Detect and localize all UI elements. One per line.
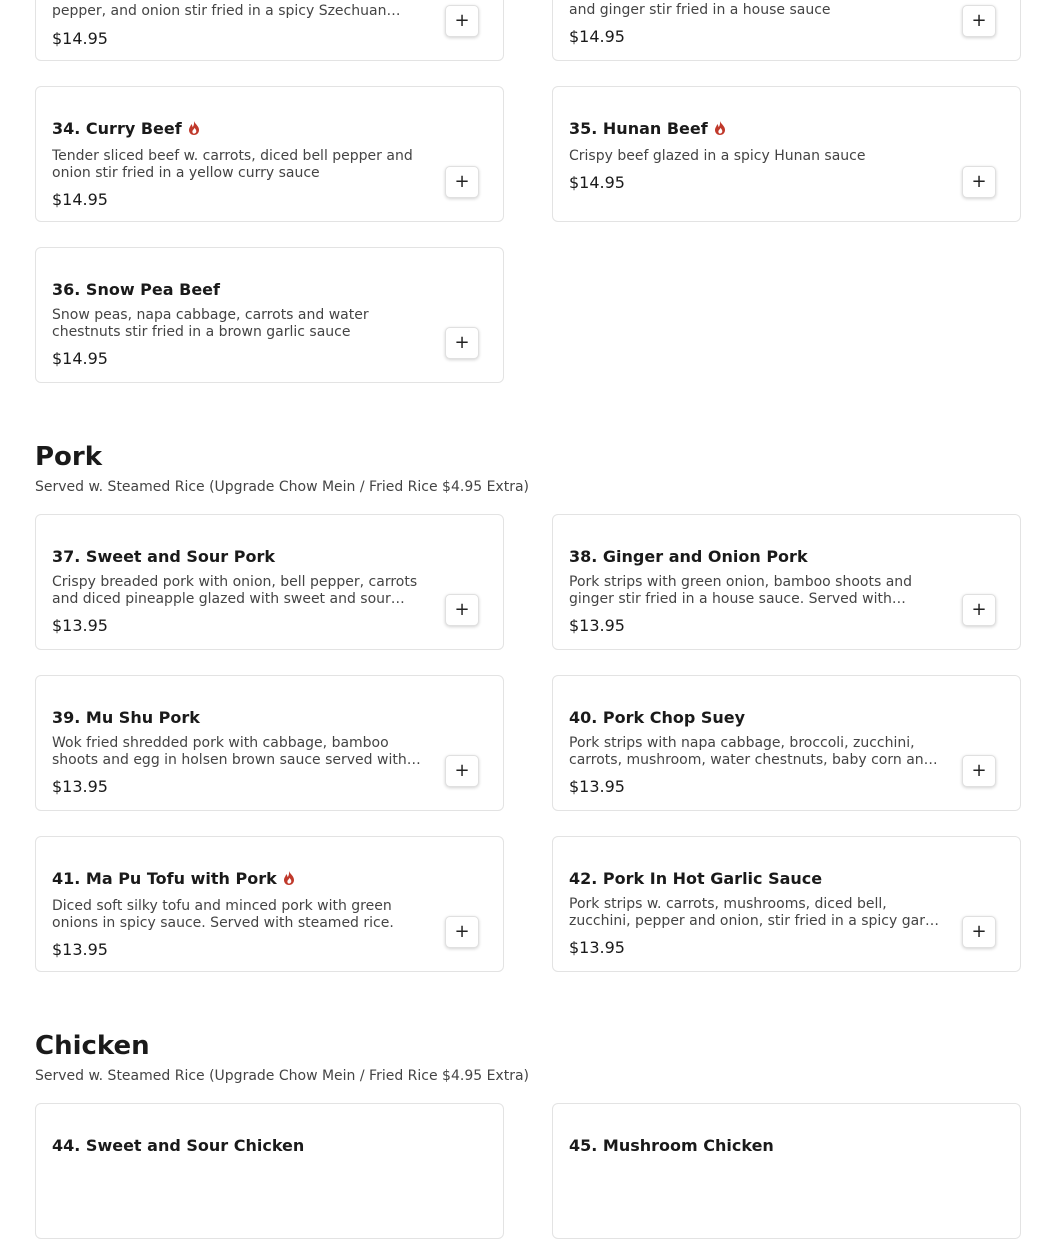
add-to-cart-button[interactable]: + <box>445 916 479 948</box>
item-name: 41. Ma Pu Tofu with Pork <box>52 869 295 889</box>
menu-item-card[interactable] <box>35 514 504 650</box>
item-description: Diced soft silky tofu and minced pork with green onions in spicy sauce. Served with steamed rice. <box>52 898 394 931</box>
menu-item-card[interactable] <box>35 836 504 972</box>
menu-item-card[interactable] <box>552 86 1021 222</box>
add-to-cart-button[interactable]: + <box>962 916 996 948</box>
item-price: $14.95 <box>569 173 625 192</box>
item-description: Pork strips with napa cabbage, broccoli, zucchini, carrots, mushroom, water chestnuts, baby corn and <box>569 735 933 768</box>
section-title-chicken: Chicken <box>35 1031 150 1061</box>
menu-item-card[interactable] <box>552 836 1021 972</box>
item-name: 42. Pork In Hot Garlic Sauce <box>569 869 823 888</box>
add-to-cart-button[interactable]: + <box>445 5 479 37</box>
item-price: $14.95 <box>52 349 108 368</box>
item-description: Pork strips w. carrots, mushrooms, diced bell, zucchini, pepper and onion, stir fried in a spicy garlic <box>569 896 941 929</box>
item-description: Tender sliced beef w. carrots, diced bell pepper and onion stir fried in a yellow curry sauce <box>52 148 413 181</box>
menu-item-card[interactable] <box>35 0 504 61</box>
menu-item-card[interactable] <box>552 0 1021 61</box>
flame-icon <box>188 120 200 139</box>
item-name: 36. Snow Pea Beef <box>52 280 220 299</box>
item-name: 39. Mu Shu Pork <box>52 708 200 727</box>
add-to-cart-button[interactable]: + <box>445 755 479 787</box>
menu-item-card[interactable] <box>35 1103 504 1239</box>
item-price: $13.95 <box>52 616 108 635</box>
menu-item-card[interactable] <box>35 675 504 811</box>
item-description: and ginger stir fried in a house sauce <box>569 2 831 18</box>
item-price: $13.95 <box>569 938 625 957</box>
menu-item-card[interactable] <box>552 675 1021 811</box>
item-description: pepper, and onion stir fried in a spicy Szechuan <box>52 3 387 19</box>
section-subtitle-chicken: Served w. Steamed Rice (Upgrade Chow Mein / Fried Rice $4.95 Extra) <box>35 1068 529 1084</box>
item-description: Wok fried shredded pork with cabbage, bamboo shoots and egg in holsen brown sauce served with <box>52 735 407 768</box>
add-to-cart-button[interactable]: + <box>962 166 996 198</box>
item-name: 44. Sweet and Sour Chicken <box>52 1136 305 1155</box>
section-subtitle-pork: Served w. Steamed Rice (Upgrade Chow Mein / Fried Rice $4.95 Extra) <box>35 479 529 495</box>
section-title-pork: Pork <box>35 442 103 472</box>
add-to-cart-button[interactable]: + <box>962 755 996 787</box>
item-price: $14.95 <box>52 190 108 209</box>
menu-item-card[interactable] <box>35 247 504 383</box>
menu-item-card[interactable] <box>35 86 504 222</box>
item-name: 35. Hunan Beef <box>569 119 726 139</box>
item-name: 37. Sweet and Sour Pork <box>52 547 275 566</box>
item-name: 34. Curry Beef <box>52 119 200 139</box>
item-description: Crispy breaded pork with onion, bell pepper, carrots and diced pineapple glazed with sweet and sour <box>52 574 418 607</box>
add-to-cart-button[interactable]: + <box>962 594 996 626</box>
flame-icon <box>714 120 726 139</box>
flame-icon <box>283 870 295 889</box>
add-to-cart-button[interactable]: + <box>962 5 996 37</box>
item-name: 45. Mushroom Chicken <box>569 1136 774 1155</box>
add-to-cart-button[interactable]: + <box>445 166 479 198</box>
item-description: Snow peas, napa cabbage, carrots and water chestnuts stir fried in a brown garlic sauce <box>52 307 369 340</box>
item-description: Pork strips with green onion, bamboo shoots and ginger stir fried in a house sauce. Served with <box>569 574 913 607</box>
add-to-cart-button[interactable]: + <box>445 327 479 359</box>
item-price: $13.95 <box>569 777 625 796</box>
item-name: 38. Ginger and Onion Pork <box>569 547 808 566</box>
add-to-cart-button[interactable]: + <box>445 594 479 626</box>
item-name: 40. Pork Chop Suey <box>569 708 746 727</box>
item-price: $14.95 <box>569 27 625 46</box>
item-price: $13.95 <box>52 940 108 959</box>
item-price: $13.95 <box>52 777 108 796</box>
item-price: $14.95 <box>52 29 108 48</box>
menu-item-card[interactable] <box>552 1103 1021 1239</box>
menu-item-card[interactable] <box>552 514 1021 650</box>
item-description: Crispy beef glazed in a spicy Hunan sauce <box>569 148 866 164</box>
item-price: $13.95 <box>569 616 625 635</box>
